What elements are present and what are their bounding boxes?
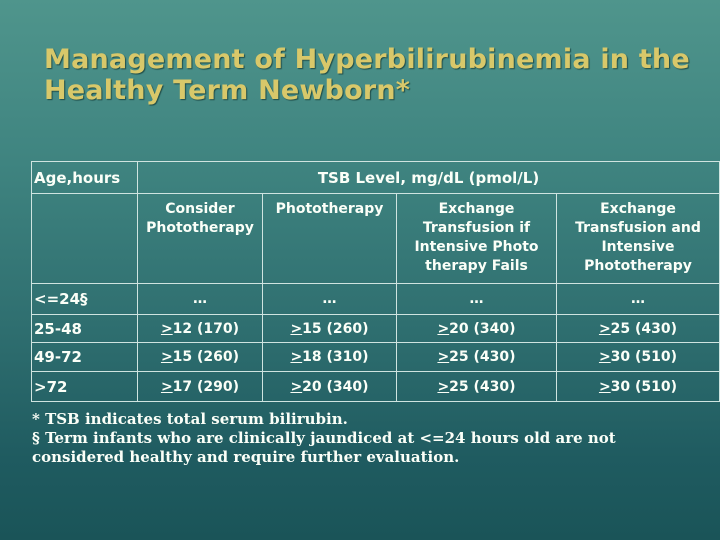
footnote-term-infants-line2: considered healthy and require further evaluation. (32, 448, 460, 466)
subheader-text: therapy Fails (425, 258, 528, 274)
value-cell: >17 (290) (138, 372, 263, 402)
value-cell: >25 (430) (557, 315, 720, 343)
table-row (32, 372, 720, 402)
value-cell: >20 (340) (263, 372, 397, 402)
subheader-text: Intensive (601, 239, 675, 255)
subheader-text: Transfusion and (575, 220, 701, 236)
value-cell: >18 (310) (263, 343, 397, 372)
subheader-text: Phototherapy (146, 220, 254, 236)
age-cell: 49-72 (32, 343, 138, 372)
subheader-text: Phototherapy (584, 258, 692, 274)
subheader-exchange-if-fails (397, 194, 557, 284)
age-cell: <=24§ (32, 284, 138, 315)
age-cell: >72 (32, 372, 138, 402)
table-row (32, 315, 720, 343)
subheader-text: Phototherapy (275, 201, 384, 217)
table-row (32, 343, 720, 372)
subheader-phototherapy (263, 194, 397, 284)
slide-title (44, 44, 720, 106)
bilirubin-management-table (31, 161, 720, 402)
title-line-2: Healthy Term Newborn* (44, 75, 411, 106)
value-cell: >25 (430) (397, 372, 557, 402)
age-subheader-blank (32, 194, 138, 284)
subheader-consider-phototherapy (138, 194, 263, 284)
table-header-row (32, 162, 720, 194)
value-cell: >30 (510) (557, 372, 720, 402)
subheader-text: Exchange (438, 201, 515, 217)
subheader-text: Transfusion if (422, 220, 531, 236)
subheader-text: Consider (165, 201, 235, 217)
value-cell: >15 (260) (263, 315, 397, 343)
value-cell: … (138, 284, 263, 315)
tsb-level-header: TSB Level, mg/dL (pmol/L) (138, 162, 720, 194)
subheader-text: Exchange (600, 201, 676, 217)
value-cell: … (557, 284, 720, 315)
subheader-text: Intensive Photo (414, 239, 539, 255)
subheader-exchange-and-intensive (557, 194, 720, 284)
value-cell: >12 (170) (138, 315, 263, 343)
table-row (32, 284, 720, 315)
footnote-term-infants-line1: § Term infants who are clinically jaundiced at <=24 hours old are not (32, 429, 616, 447)
age-column-header: Age,hours (32, 162, 138, 194)
title-line-1: Management of Hyperbilirubinemia in the (44, 44, 690, 75)
value-cell: >20 (340) (397, 315, 557, 343)
value-cell: … (263, 284, 397, 315)
age-cell: 25-48 (32, 315, 138, 343)
value-cell: >15 (260) (138, 343, 263, 372)
value-cell: >30 (510) (557, 343, 720, 372)
value-cell: >25 (430) (397, 343, 557, 372)
table-subheader-row (32, 194, 720, 284)
value-cell: … (397, 284, 557, 315)
footnote-tsb: * TSB indicates total serum bilirubin. (32, 410, 348, 428)
footnotes (32, 410, 712, 467)
